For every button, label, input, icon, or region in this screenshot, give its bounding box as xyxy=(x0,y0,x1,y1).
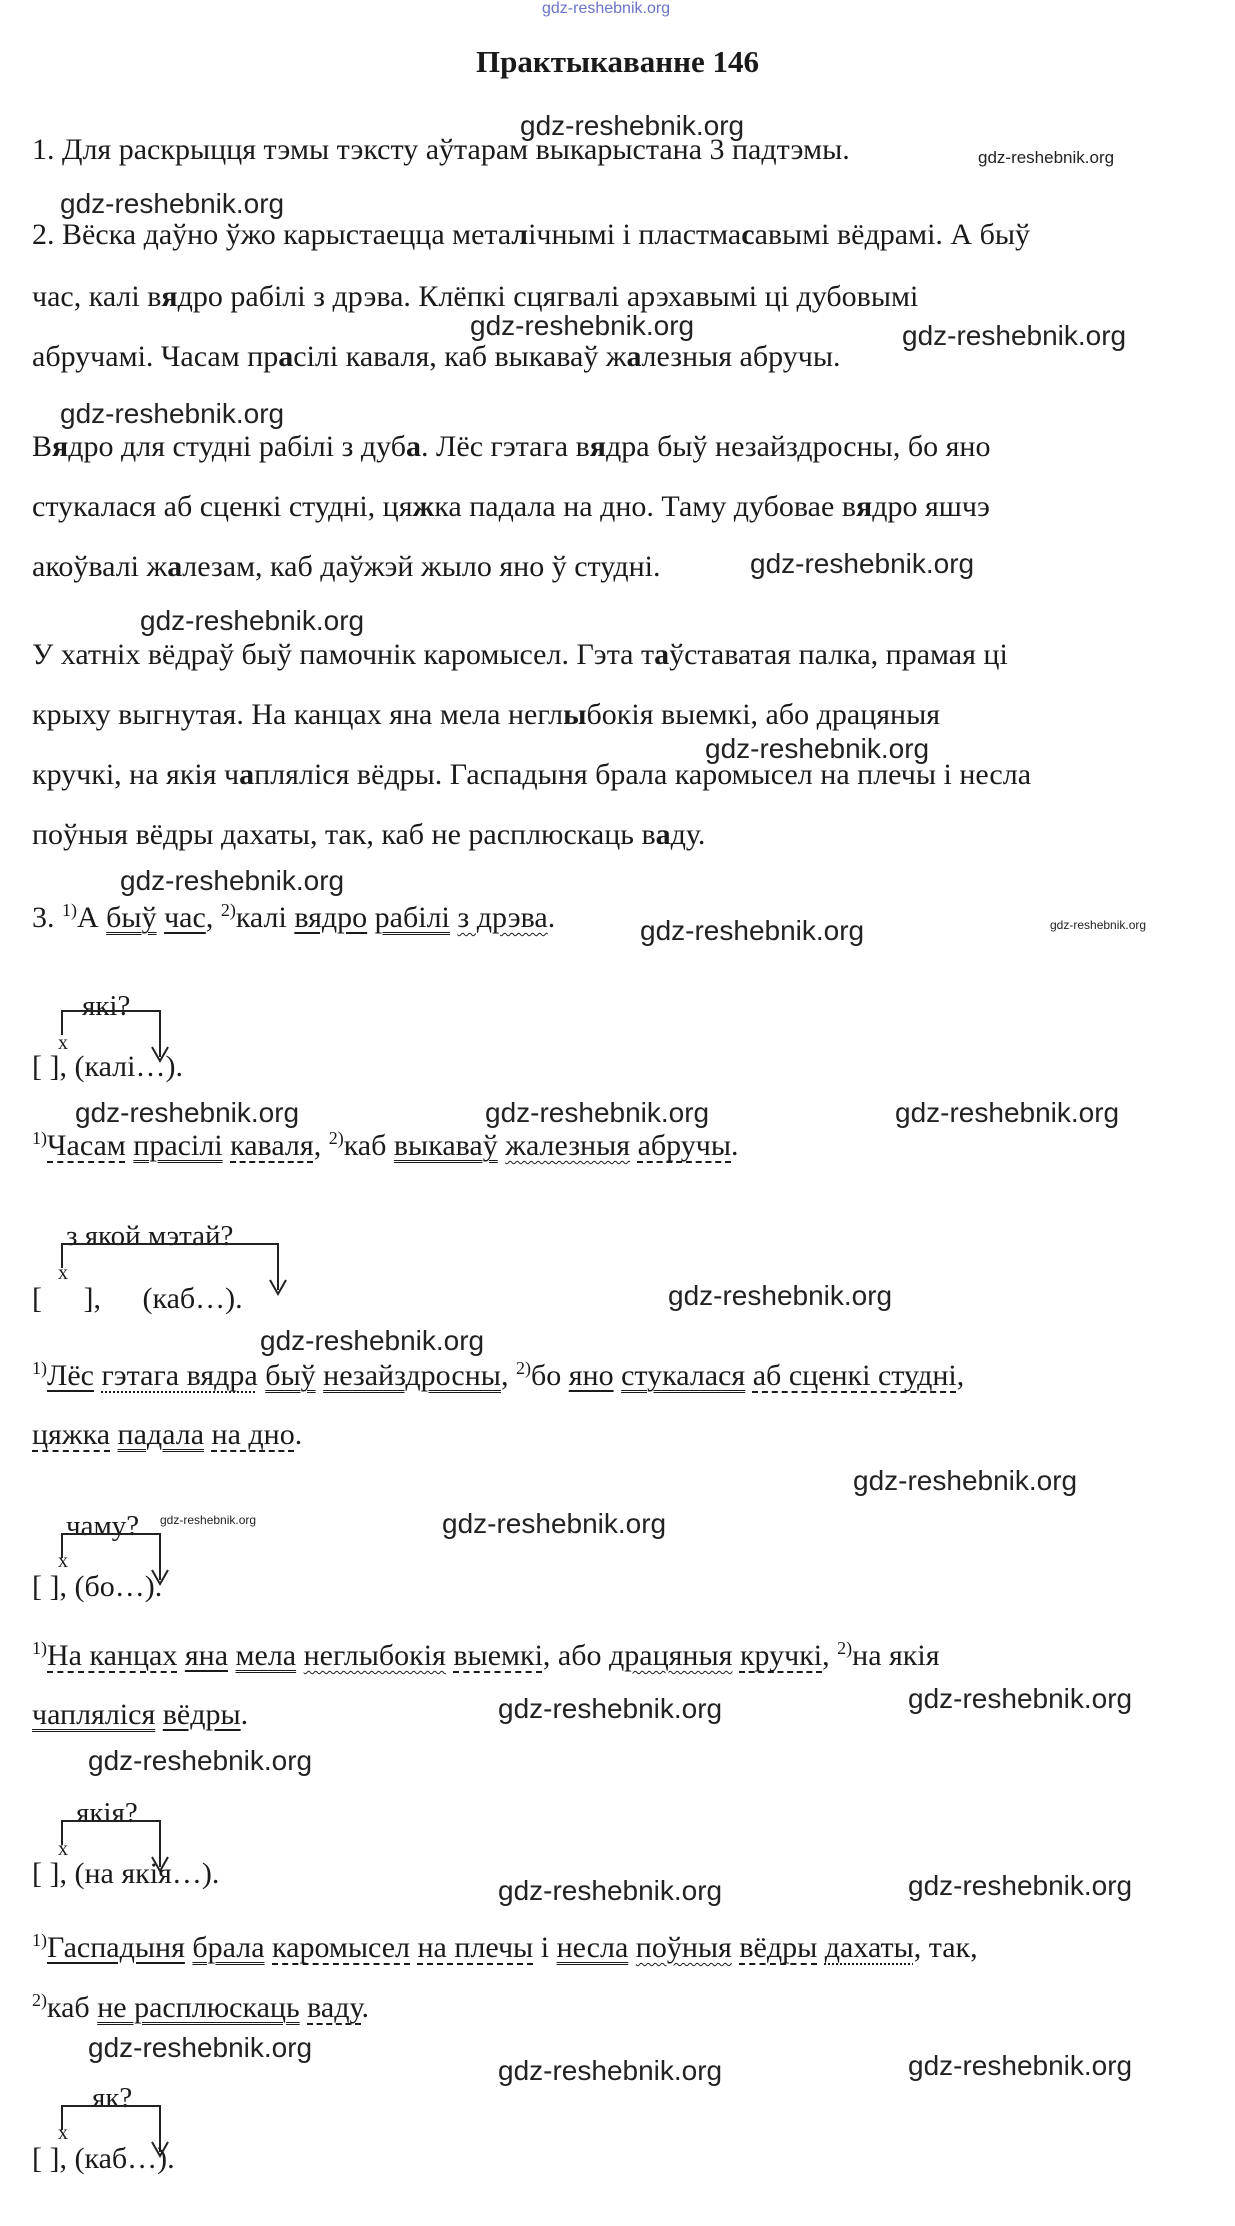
sentence-text xyxy=(110,1418,118,1451)
sentence-member: выемкі xyxy=(453,1639,543,1672)
watermark: gdz-reshebnik.org xyxy=(120,865,345,896)
text-line: абручамі. Часам прасілі каваля, каб выкаваў жалезныя абручы. xyxy=(32,340,841,373)
clause-number: 1) xyxy=(32,1128,47,1148)
sentence-text xyxy=(628,1931,636,1964)
sentence-member: мела xyxy=(235,1639,297,1672)
clause-number: 2) xyxy=(220,900,236,920)
sentence-text: каб xyxy=(343,1129,394,1162)
analysis-sentence-2 xyxy=(32,1128,739,1163)
clause-number: 2) xyxy=(32,1990,47,2010)
watermark: gdz-reshebnik.org xyxy=(470,310,695,341)
sentence-member: каромысел xyxy=(272,1931,410,1964)
sentence-member: На канцах xyxy=(47,1639,178,1672)
scheme: [ ], (бо…). xyxy=(32,1570,163,1603)
sentence-text xyxy=(228,1639,236,1672)
sentence-text xyxy=(630,1129,638,1162)
watermark: gdz-reshebnik.org xyxy=(442,1508,667,1539)
sentence-text xyxy=(296,1639,304,1672)
sentence-member: поўныя xyxy=(635,1931,732,1964)
analysis-sentence-1: 3. $^{1)}$А быў час, $^{2)}$калі вядро рабілі з дрэва. xyxy=(32,900,556,934)
watermark: gdz-reshebnik.org xyxy=(520,110,745,141)
watermark-top: gdz-reshebnik.org xyxy=(542,0,671,17)
watermark: gdz-reshebnik.org xyxy=(895,1097,1120,1128)
scheme-x: х xyxy=(58,2122,68,2144)
sentence-member: драцяныя xyxy=(609,1639,733,1672)
sentence-text: на якія xyxy=(852,1639,940,1672)
text-line: стукалася аб сценкі студні, цяжка падала на дно. Таму дубовае вядро яшчэ xyxy=(32,490,990,523)
sentence-text xyxy=(265,1931,273,1964)
sentence-text: , xyxy=(500,1359,516,1392)
scheme-question: з якой мэтай? xyxy=(66,1220,234,1252)
sentence-member: падала xyxy=(117,1418,205,1451)
sentence-member: жалезныя xyxy=(505,1129,631,1162)
clause-number: 2) xyxy=(515,1358,531,1378)
watermark: gdz-reshebnik.org xyxy=(60,398,285,429)
watermark: gdz-reshebnik.org xyxy=(485,1097,710,1128)
watermark: gdz-reshebnik.org xyxy=(908,2050,1133,2081)
analysis-sentence-5-cont xyxy=(32,1990,369,2025)
scheme-question: як? xyxy=(92,2082,133,2114)
sentence-text: . xyxy=(294,1418,303,1451)
sentence-text: , або xyxy=(542,1639,609,1672)
sentence-member: незайздросны xyxy=(323,1359,501,1392)
scheme-question: чаму? xyxy=(66,1510,140,1542)
item-1: 1. Для раскрыцця тэмы тэксту аўтарам выкарыстана 3 падтэмы. xyxy=(32,133,850,166)
sentence-text xyxy=(614,1359,622,1392)
scheme-x: х xyxy=(58,1032,68,1054)
text-line: кручкі, на якія чапляліся вёдры. Гаспадыня брала каромысел на плечы і несла xyxy=(32,758,1032,791)
sentence-member: Лёс xyxy=(47,1359,94,1392)
clause-number: 1) xyxy=(32,1638,47,1658)
sentence-member: ваду xyxy=(307,1991,362,2024)
sentence-member: несла xyxy=(556,1931,629,1964)
sentence-member: Часам xyxy=(47,1129,126,1162)
scheme: [ ], (на якія…). xyxy=(32,1857,220,1890)
sentence-member: на дно xyxy=(211,1418,295,1451)
sentence-member: брала xyxy=(192,1931,265,1964)
watermark: gdz-reshebnik.org xyxy=(88,1745,313,1776)
analysis-sentence-5 xyxy=(32,1930,978,1965)
watermark: gdz-reshebnik.org xyxy=(1050,918,1147,932)
clause-number: 1) xyxy=(32,1358,47,1378)
sentence-member: прасілі xyxy=(133,1129,223,1162)
sentence-member: дахаты xyxy=(824,1931,914,1964)
sentence-text: . xyxy=(361,1991,369,2024)
clause-number: 2) xyxy=(328,1128,344,1148)
watermark: gdz-reshebnik.org xyxy=(498,1693,723,1724)
text-line: Вядро для студні рабілі з дуба. Лёс гэтага вядра быў незайздросны, бо яно xyxy=(32,430,991,463)
sentence-member: аб сценкі студні xyxy=(752,1359,957,1392)
sentence-member: гэтага вядра xyxy=(101,1359,258,1392)
watermark: gdz-reshebnik.org xyxy=(260,1325,485,1356)
scheme: [ ], (каб…). xyxy=(32,1282,243,1315)
scheme-x: х xyxy=(58,1838,68,1860)
sentence-text: А xyxy=(77,901,107,934)
watermark: gdz-reshebnik.org xyxy=(750,548,975,579)
sentence-text xyxy=(732,1639,740,1672)
sentence-member: выкаваў xyxy=(393,1129,498,1162)
text-line: час, калі вядро рабілі з дрэва. Клёпкі сцягвалі арэхавымі ці дубовымі xyxy=(32,280,919,313)
sentence-member: рабілі xyxy=(374,901,450,934)
watermark: gdz-reshebnik.org xyxy=(640,915,865,946)
analysis-sentence-4 xyxy=(32,1638,940,1673)
scheme-question: які? xyxy=(82,990,131,1022)
sentence-text xyxy=(817,1931,825,1964)
sentence-text: калі xyxy=(235,901,295,934)
sentence-text: . xyxy=(547,901,556,934)
text-line: крыху выгнутая. На канцах яна мела неглыбокія выемкі, або драцяныя xyxy=(32,698,941,731)
watermark: gdz-reshebnik.org xyxy=(705,733,930,764)
sentence-text xyxy=(223,1129,231,1162)
watermark: gdz-reshebnik.org xyxy=(60,188,285,219)
watermark: gdz-reshebnik.org xyxy=(75,1097,300,1128)
watermark: gdz-reshebnik.org xyxy=(160,1513,257,1527)
sentence-member: вядро xyxy=(294,901,368,934)
sentence-member: яно xyxy=(568,1359,614,1392)
watermark: gdz-reshebnik.org xyxy=(140,605,365,636)
sentence-member: не расплюскаць xyxy=(97,1991,300,2024)
clause-number: 2) xyxy=(837,1638,853,1658)
watermark: gdz-reshebnik.org xyxy=(908,1683,1133,1714)
sentence-text xyxy=(155,1698,163,1731)
watermark: gdz-reshebnik.org xyxy=(498,1875,723,1906)
analysis-sentence-4-cont xyxy=(32,1698,248,1732)
sentence-text xyxy=(745,1359,753,1392)
sentence-text: бо xyxy=(530,1359,569,1392)
watermark: gdz-reshebnik.org xyxy=(853,1465,1078,1496)
scheme-x: х xyxy=(58,1550,68,1572)
text-line: 2. Вёска даўно ўжо карыстаецца металічнымі і пластмасавымі вёдрамі. А быў xyxy=(32,218,1030,251)
scheme: [ ], (калі…). xyxy=(32,1050,183,1083)
sentence-text xyxy=(367,901,375,934)
sentence-member: час xyxy=(164,901,206,934)
sentence-text: . xyxy=(240,1698,249,1731)
sentence-member: каваля xyxy=(230,1129,314,1162)
sentence-member: стукалася xyxy=(621,1359,746,1392)
scheme-question: якія? xyxy=(76,1797,138,1829)
sentence-text: , xyxy=(313,1129,329,1162)
sentence-member: Гаспадыня xyxy=(47,1931,185,1964)
watermark: gdz-reshebnik.org xyxy=(978,148,1115,167)
sentence-member: яна xyxy=(184,1639,229,1672)
sentence-text: , xyxy=(205,901,221,934)
watermark: gdz-reshebnik.org xyxy=(88,2032,313,2063)
sentence-text xyxy=(410,1931,418,1964)
text-line: поўныя вёдры дахаты, так, каб не расплюскаць ваду. xyxy=(32,818,706,851)
sentence-text xyxy=(177,1639,185,1672)
sentence-text: і xyxy=(533,1931,557,1964)
sentence-text: , так, xyxy=(913,1931,978,1964)
sentence-text: каб xyxy=(47,1991,98,2024)
watermark: gdz-reshebnik.org xyxy=(668,1280,893,1311)
sentence-member: цяжка xyxy=(32,1418,111,1451)
clause-number: 1) xyxy=(62,900,77,920)
sentence-member: на плечы xyxy=(417,1931,534,1964)
sentence-member: кручкі xyxy=(739,1639,823,1672)
watermark: gdz-reshebnik.org xyxy=(498,2055,723,2086)
watermark: gdz-reshebnik.org xyxy=(902,320,1127,351)
sentence-member: вёдры xyxy=(162,1698,241,1731)
sentence-text: , xyxy=(956,1359,965,1392)
watermark: gdz-reshebnik.org xyxy=(908,1870,1133,1901)
sentence-member: неглыбокія xyxy=(303,1639,446,1672)
sentence-member: з дрэва xyxy=(457,901,548,934)
scheme: [ ], (каб…). xyxy=(32,2142,175,2175)
sentence-member: быў xyxy=(265,1359,316,1392)
sentence-text xyxy=(157,901,165,934)
sentence-text: , xyxy=(822,1639,838,1672)
clause-number: 1) xyxy=(32,1930,47,1950)
analysis-sentence-3-cont xyxy=(32,1418,302,1452)
sentence-text: . xyxy=(731,1129,739,1162)
sentence-member: вёдры xyxy=(739,1931,818,1964)
text-line: акоўвалі жалезам, каб даўжэй жыло яно ў студні. xyxy=(32,550,661,583)
sentence-text xyxy=(204,1418,212,1451)
page-title: Практыкаванне 146 xyxy=(475,44,759,79)
sentence-member: быў xyxy=(106,901,157,934)
sentence-member: чапляліся xyxy=(32,1698,156,1731)
scheme-x: х xyxy=(58,1262,68,1284)
analysis-sentence-3 xyxy=(32,1358,964,1393)
sentence-member: абручы xyxy=(637,1129,731,1162)
text-line: У хатніх вёдраў быў памочнік каромысел. Гэта таўставатая палка, прамая ці xyxy=(32,638,1008,671)
